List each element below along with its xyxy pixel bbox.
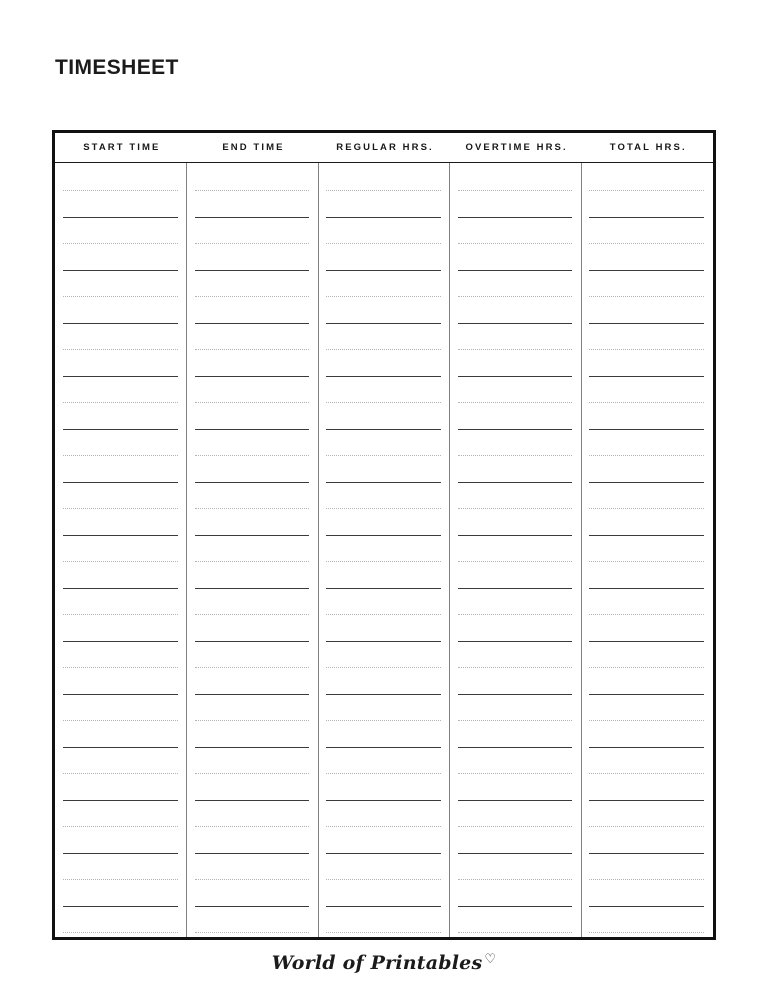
rule-line xyxy=(326,694,441,695)
rule-line xyxy=(326,773,441,774)
rule-line xyxy=(589,535,704,536)
column-divider-cell xyxy=(581,163,713,937)
rule-line xyxy=(63,323,178,324)
rule-line xyxy=(326,376,441,377)
rule-line xyxy=(589,906,704,907)
rule-line xyxy=(589,296,704,297)
rule-line xyxy=(458,323,573,324)
rule-line xyxy=(63,217,178,218)
rule-line xyxy=(63,694,178,695)
rule-line xyxy=(195,773,310,774)
rule-line xyxy=(589,932,704,933)
footer-brand-text: World of Printables xyxy=(271,952,483,974)
rule-line xyxy=(326,800,441,801)
rule-line xyxy=(63,853,178,854)
rule-line xyxy=(458,402,573,403)
rule-line xyxy=(326,349,441,350)
rule-line xyxy=(458,879,573,880)
rule-line xyxy=(195,508,310,509)
table-body xyxy=(55,163,713,937)
rule-line xyxy=(458,376,573,377)
rule-line xyxy=(589,561,704,562)
rule-line xyxy=(195,190,310,191)
rule-line xyxy=(458,694,573,695)
rule-line xyxy=(458,906,573,907)
rule-line xyxy=(63,588,178,589)
rule-line xyxy=(589,402,704,403)
rule-line xyxy=(63,826,178,827)
rule-line xyxy=(589,800,704,801)
rule-line xyxy=(589,720,704,721)
rule-line xyxy=(458,190,573,191)
footer-brand xyxy=(0,952,768,974)
column-dividers xyxy=(55,163,713,937)
rule-line xyxy=(326,641,441,642)
rule-line xyxy=(195,932,310,933)
rule-line xyxy=(63,402,178,403)
rule-line xyxy=(195,561,310,562)
rule-line xyxy=(326,323,441,324)
rule-line xyxy=(589,614,704,615)
rule-line xyxy=(63,932,178,933)
rule-line xyxy=(326,853,441,854)
rule-line xyxy=(589,323,704,324)
rule-line xyxy=(326,296,441,297)
rule-line xyxy=(63,190,178,191)
rule-line xyxy=(458,747,573,748)
rule-line xyxy=(326,402,441,403)
rule-line xyxy=(195,694,310,695)
rule-line xyxy=(326,720,441,721)
rule-line xyxy=(458,508,573,509)
rule-line xyxy=(458,270,573,271)
rule-line xyxy=(589,667,704,668)
table-header-cell: START TIME xyxy=(83,142,161,153)
rule-line xyxy=(326,535,441,536)
rule-line xyxy=(326,270,441,271)
rule-line xyxy=(195,217,310,218)
rule-line xyxy=(326,243,441,244)
rule-line xyxy=(195,376,310,377)
column-divider-cell xyxy=(318,163,450,937)
rule-line xyxy=(458,217,573,218)
rule-line xyxy=(195,535,310,536)
rule-line xyxy=(458,429,573,430)
rule-line xyxy=(63,270,178,271)
rule-line xyxy=(63,747,178,748)
rule-line xyxy=(195,853,310,854)
rule-line xyxy=(63,243,178,244)
rule-line xyxy=(63,508,178,509)
rule-line xyxy=(458,720,573,721)
rule-line xyxy=(195,323,310,324)
rule-line xyxy=(195,667,310,668)
table-header-cell: END TIME xyxy=(222,142,285,153)
heart-outline-icon: ♡ xyxy=(484,952,497,967)
rule-line xyxy=(326,217,441,218)
rule-line xyxy=(195,614,310,615)
rule-line xyxy=(589,376,704,377)
rule-line xyxy=(63,296,178,297)
rule-line xyxy=(326,190,441,191)
rule-line xyxy=(326,455,441,456)
rule-line xyxy=(458,561,573,562)
rule-line xyxy=(589,641,704,642)
rule-line xyxy=(589,853,704,854)
rule-line xyxy=(458,455,573,456)
rule-line xyxy=(589,190,704,191)
rule-line xyxy=(195,270,310,271)
rule-line xyxy=(589,773,704,774)
rule-line xyxy=(458,826,573,827)
rule-line xyxy=(326,588,441,589)
rule-line xyxy=(195,296,310,297)
rule-line xyxy=(589,217,704,218)
rule-line xyxy=(63,667,178,668)
rule-line xyxy=(63,482,178,483)
table-header-cell: OVERTIME HRS. xyxy=(465,142,568,153)
rule-line xyxy=(458,482,573,483)
rule-line xyxy=(589,429,704,430)
rule-line xyxy=(326,429,441,430)
rule-line xyxy=(195,455,310,456)
rule-line xyxy=(458,773,573,774)
rule-line xyxy=(326,826,441,827)
rule-line xyxy=(63,773,178,774)
rule-line xyxy=(195,402,310,403)
rule-line xyxy=(589,694,704,695)
rule-line xyxy=(63,376,178,377)
rule-line xyxy=(63,535,178,536)
rule-line xyxy=(63,879,178,880)
column-divider-cell xyxy=(449,163,581,937)
rule-line xyxy=(458,588,573,589)
rule-line xyxy=(326,906,441,907)
rule-line xyxy=(63,614,178,615)
rule-line xyxy=(326,614,441,615)
rule-line xyxy=(326,508,441,509)
rule-line xyxy=(589,270,704,271)
rule-line xyxy=(63,349,178,350)
rule-line xyxy=(458,296,573,297)
rule-line xyxy=(589,747,704,748)
rule-line xyxy=(63,641,178,642)
rule-line xyxy=(589,243,704,244)
table-header-cell: TOTAL HRS. xyxy=(609,142,687,153)
rule-line xyxy=(63,561,178,562)
rule-line xyxy=(589,482,704,483)
column-divider-cell xyxy=(55,163,186,937)
rule-line xyxy=(458,932,573,933)
table-header-cell: REGULAR HRS. xyxy=(336,142,434,153)
rule-line xyxy=(63,429,178,430)
rule-line xyxy=(326,932,441,933)
rule-line xyxy=(458,853,573,854)
rule-line xyxy=(195,800,310,801)
rule-line xyxy=(589,508,704,509)
rule-line xyxy=(458,800,573,801)
rule-line xyxy=(63,720,178,721)
rule-line xyxy=(195,588,310,589)
rule-line xyxy=(195,720,310,721)
timesheet-table xyxy=(52,130,716,940)
rule-line xyxy=(326,561,441,562)
rule-line xyxy=(458,243,573,244)
rule-line xyxy=(589,455,704,456)
rule-line xyxy=(195,349,310,350)
rule-line xyxy=(589,349,704,350)
rule-line xyxy=(326,667,441,668)
rule-line xyxy=(326,482,441,483)
rule-line xyxy=(589,588,704,589)
rule-line xyxy=(195,879,310,880)
rule-line xyxy=(195,482,310,483)
rule-line xyxy=(458,535,573,536)
rule-line xyxy=(195,429,310,430)
rule-line xyxy=(589,879,704,880)
rule-line xyxy=(458,349,573,350)
rule-line xyxy=(458,641,573,642)
rule-line xyxy=(589,826,704,827)
rule-line xyxy=(195,641,310,642)
table-header-row xyxy=(55,133,713,163)
column-divider-cell xyxy=(186,163,318,937)
rule-line xyxy=(458,614,573,615)
rule-line xyxy=(326,879,441,880)
rule-line xyxy=(195,906,310,907)
rule-line xyxy=(195,826,310,827)
rule-line xyxy=(326,747,441,748)
rule-line xyxy=(195,747,310,748)
rule-line xyxy=(458,667,573,668)
rule-line xyxy=(195,243,310,244)
rule-line xyxy=(63,455,178,456)
rule-line xyxy=(63,906,178,907)
page-title: TIMESHEET xyxy=(55,56,179,79)
rule-line xyxy=(63,800,178,801)
